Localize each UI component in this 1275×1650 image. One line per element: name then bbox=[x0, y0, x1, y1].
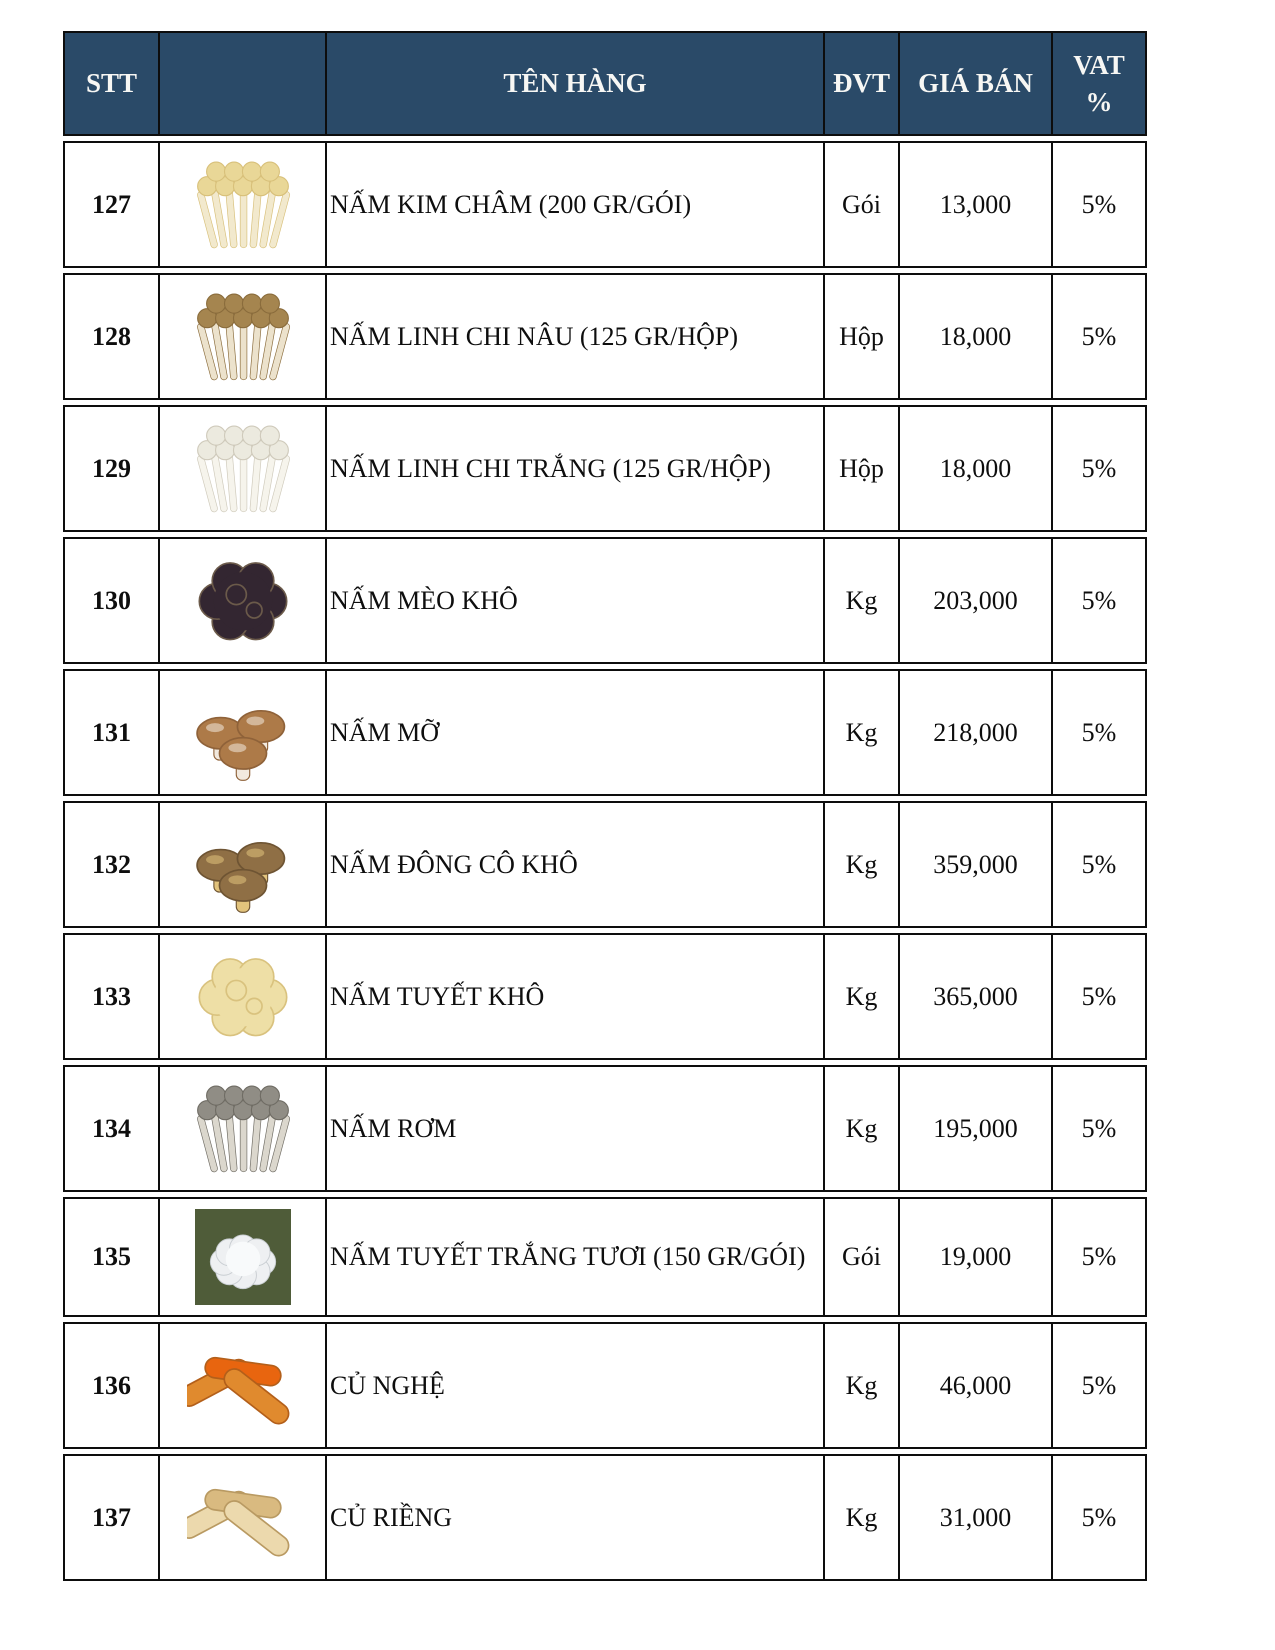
price-value: 359,000 bbox=[900, 801, 1053, 928]
price-value: 18,000 bbox=[900, 273, 1053, 400]
header-price: GIÁ BÁN bbox=[900, 31, 1053, 136]
product-name: NẤM RƠM bbox=[327, 1065, 825, 1192]
product-image-cell bbox=[160, 801, 327, 928]
vat-value: 5% bbox=[1053, 141, 1147, 268]
unit-value: Gói bbox=[825, 141, 900, 268]
header-image bbox=[160, 31, 327, 136]
product-name: CỦ NGHỆ bbox=[327, 1322, 825, 1449]
product-name: NẤM MÈO KHÔ bbox=[327, 537, 825, 664]
product-image-cell bbox=[160, 537, 327, 664]
product-name: NẤM LINH CHI TRẮNG (125 GR/HỘP) bbox=[327, 405, 825, 532]
turmeric-roots-photo bbox=[162, 1324, 323, 1443]
straw-mushrooms-photo bbox=[162, 1067, 323, 1186]
row-number: 137 bbox=[63, 1454, 160, 1581]
table-row bbox=[63, 1454, 1147, 1581]
price-value: 203,000 bbox=[900, 537, 1053, 664]
price-table-header-row bbox=[63, 31, 1147, 136]
price-value: 19,000 bbox=[900, 1197, 1053, 1317]
table-row bbox=[63, 405, 1147, 532]
product-image-cell bbox=[160, 405, 327, 532]
row-number: 128 bbox=[63, 273, 160, 400]
price-table bbox=[63, 26, 1147, 1586]
unit-value: Kg bbox=[825, 933, 900, 1060]
row-number: 136 bbox=[63, 1322, 160, 1449]
product-name: NẤM TUYẾT KHÔ bbox=[327, 933, 825, 1060]
white-shimeji-mushrooms-photo bbox=[162, 407, 323, 526]
unit-value: Kg bbox=[825, 1065, 900, 1192]
product-name: NẤM ĐÔNG CÔ KHÔ bbox=[327, 801, 825, 928]
unit-value: Hộp bbox=[825, 405, 900, 532]
row-number: 133 bbox=[63, 933, 160, 1060]
table-row bbox=[63, 933, 1147, 1060]
price-value: 195,000 bbox=[900, 1065, 1053, 1192]
price-value: 365,000 bbox=[900, 933, 1053, 1060]
galangal-roots-photo bbox=[162, 1456, 323, 1575]
price-value: 218,000 bbox=[900, 669, 1053, 796]
table-row bbox=[63, 801, 1147, 928]
row-number: 132 bbox=[63, 801, 160, 928]
header-name: TÊN HÀNG bbox=[327, 31, 825, 136]
unit-value: Kg bbox=[825, 1454, 900, 1581]
product-name: NẤM LINH CHI NÂU (125 GR/HỘP) bbox=[327, 273, 825, 400]
product-image-cell bbox=[160, 141, 327, 268]
header-unit: ĐVT bbox=[825, 31, 900, 136]
product-image-cell bbox=[160, 1454, 327, 1581]
dried-shiitake-mushrooms-photo bbox=[162, 803, 323, 922]
price-value: 13,000 bbox=[900, 141, 1053, 268]
unit-value: Gói bbox=[825, 1197, 900, 1317]
row-number: 127 bbox=[63, 141, 160, 268]
vat-value: 5% bbox=[1053, 1454, 1147, 1581]
row-number: 130 bbox=[63, 537, 160, 664]
vat-value: 5% bbox=[1053, 273, 1147, 400]
header-stt: STT bbox=[63, 31, 160, 136]
product-image-cell bbox=[160, 1322, 327, 1449]
header-vat: VAT % bbox=[1053, 31, 1147, 136]
vat-value: 5% bbox=[1053, 405, 1147, 532]
vat-value: 5% bbox=[1053, 1065, 1147, 1192]
product-image-cell bbox=[160, 669, 327, 796]
unit-value: Kg bbox=[825, 537, 900, 664]
vat-value: 5% bbox=[1053, 1322, 1147, 1449]
product-name: NẤM TUYẾT TRẮNG TƯƠI (150 GR/GÓI) bbox=[327, 1197, 825, 1317]
dried-snow-fungus-photo bbox=[162, 935, 323, 1054]
table-row bbox=[63, 1065, 1147, 1192]
row-number: 135 bbox=[63, 1197, 160, 1317]
vat-value: 5% bbox=[1053, 801, 1147, 928]
unit-value: Kg bbox=[825, 669, 900, 796]
price-value: 31,000 bbox=[900, 1454, 1053, 1581]
product-image-cell bbox=[160, 1197, 327, 1317]
vat-value: 5% bbox=[1053, 537, 1147, 664]
table-row bbox=[63, 669, 1147, 796]
vat-value: 5% bbox=[1053, 1197, 1147, 1317]
table-row bbox=[63, 141, 1147, 268]
table-row bbox=[63, 537, 1147, 664]
table-row bbox=[63, 273, 1147, 400]
vat-value: 5% bbox=[1053, 669, 1147, 796]
product-name: CỦ RIỀNG bbox=[327, 1454, 825, 1581]
table-row bbox=[63, 1322, 1147, 1449]
product-image-cell bbox=[160, 1065, 327, 1192]
unit-value: Kg bbox=[825, 1322, 900, 1449]
row-number: 129 bbox=[63, 405, 160, 532]
product-name: NẤM KIM CHÂM (200 GR/GÓI) bbox=[327, 141, 825, 268]
button-mushrooms-photo bbox=[162, 671, 323, 790]
row-number: 134 bbox=[63, 1065, 160, 1192]
product-name: NẤM MỠ bbox=[327, 669, 825, 796]
product-image-cell bbox=[160, 933, 327, 1060]
enoki-mushrooms-photo bbox=[162, 143, 323, 262]
fresh-white-fungus-photo bbox=[162, 1201, 323, 1313]
product-image-cell bbox=[160, 273, 327, 400]
brown-shimeji-mushrooms-photo bbox=[162, 275, 323, 394]
unit-value: Hộp bbox=[825, 273, 900, 400]
dried-wood-ear-mushroom-photo bbox=[162, 539, 323, 658]
vat-value: 5% bbox=[1053, 933, 1147, 1060]
price-value: 18,000 bbox=[900, 405, 1053, 532]
row-number: 131 bbox=[63, 669, 160, 796]
unit-value: Kg bbox=[825, 801, 900, 928]
table-row bbox=[63, 1197, 1147, 1317]
price-value: 46,000 bbox=[900, 1322, 1053, 1449]
